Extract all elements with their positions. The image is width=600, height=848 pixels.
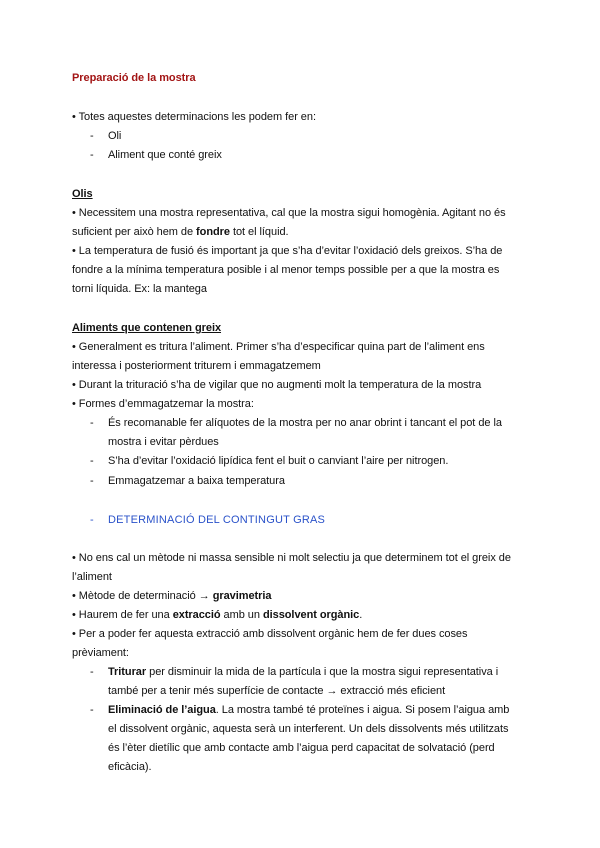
list-dash: - <box>90 514 94 526</box>
bold-term: dissolvent orgànic <box>262 609 360 621</box>
paragraph-line: • Generalment es tritura l’aliment. Primer s’ha d’especificar quina part de l’aliment ens <box>72 341 485 353</box>
list-item: Triturar per disminuir la mida de la partícula i que la mostra sigui representativa i <box>108 666 499 678</box>
list-item: mostra i evitar pèrdues <box>108 436 219 448</box>
paragraph-line: interessa i posteriorment triturem i emmagatzemem <box>72 360 321 372</box>
section-heading-aliments: Aliments que contenen greix <box>72 322 222 334</box>
list-dash: - <box>90 149 94 161</box>
paragraph-line: l’aliment <box>72 571 112 583</box>
list-item: eficàcia). <box>108 761 152 773</box>
paragraph-line: • No ens cal un mètode ni massa sensible ni molt selectiu ja que determinem tot el greix de <box>72 552 511 564</box>
paragraph-line: • La temperatura de fusió és important ja que s’ha d’evitar l’oxidació dels greixos. S’ha de <box>72 245 503 257</box>
list-dash: - <box>90 666 94 678</box>
bold-term: Triturar <box>108 666 147 678</box>
paragraph-line: prèviament: <box>72 647 129 659</box>
intro-bullet: • Totes aquestes determinacions les podem fer en: <box>72 111 316 123</box>
list-dash: - <box>90 417 94 429</box>
bold-term: extracció <box>172 609 221 621</box>
list-item: És recomanable fer alíquotes de la mostra per no anar obrint i tancant el pot de la <box>108 417 502 429</box>
section-heading-determinacio: DETERMINACIÓ DEL CONTINGUT GRAS <box>108 514 326 526</box>
bold-term: fondre <box>196 226 230 238</box>
list-dash: - <box>90 704 94 716</box>
list-item: S’ha d’evitar l’oxidació lipídica fent el buit o canviant l’aire per nitrogen. <box>108 455 449 467</box>
bold-term: gravimetria <box>212 590 272 602</box>
paragraph-line: • Per a poder fer aquesta extracció amb dissolvent orgànic hem de fer dues coses <box>72 628 468 640</box>
section-heading-olis: Olis <box>72 188 93 200</box>
list-item: Emmagatzemar a baixa temperatura <box>108 475 285 487</box>
bold-term: Eliminació de l’aigua <box>108 704 216 716</box>
page-title: Preparació de la mostra <box>72 72 196 84</box>
paragraph-line: • Mètode de determinació → gravimetria <box>72 590 272 602</box>
paragraph-line: • Necessitem una mostra representativa, cal que la mostra sigui homogènia. Agitant no és <box>72 207 506 219</box>
list-item: Oli <box>108 130 122 142</box>
paragraph-line: • Formes d’emmagatzemar la mostra: <box>72 398 254 410</box>
list-item: és l’èter dietílic que amb contacte amb l’aigua perd capacitat de solvatació (perd <box>108 742 495 754</box>
list-item: el dissolvent orgànic, aquesta serà un interferent. Un dels dissolvents més utilitzats <box>108 723 509 735</box>
paragraph-line: • Durant la trituració s’ha de vigilar que no augmenti molt la temperatura de la mostra <box>72 379 482 391</box>
list-dash: - <box>90 455 94 467</box>
list-item: Eliminació de l’aigua. La mostra també té proteïnes i aigua. Si posem l’aigua amb <box>108 704 510 716</box>
list-item: Aliment que conté greix <box>108 149 222 161</box>
paragraph-line: fondre a la mínima temperatura posible i al menor temps possible per a que la mostra es <box>72 264 500 276</box>
list-dash: - <box>90 130 94 142</box>
paragraph-line: suficient per això hem de fondre tot el líquid. <box>72 226 289 238</box>
list-dash: - <box>90 475 94 487</box>
paragraph-line: torni líquida. Ex: la mantega <box>72 283 207 295</box>
paragraph-line: • Haurem de fer una extracció amb un dissolvent orgànic. <box>72 609 363 621</box>
list-item: també per a tenir més superfície de contacte → extracció més eficient <box>108 685 446 697</box>
